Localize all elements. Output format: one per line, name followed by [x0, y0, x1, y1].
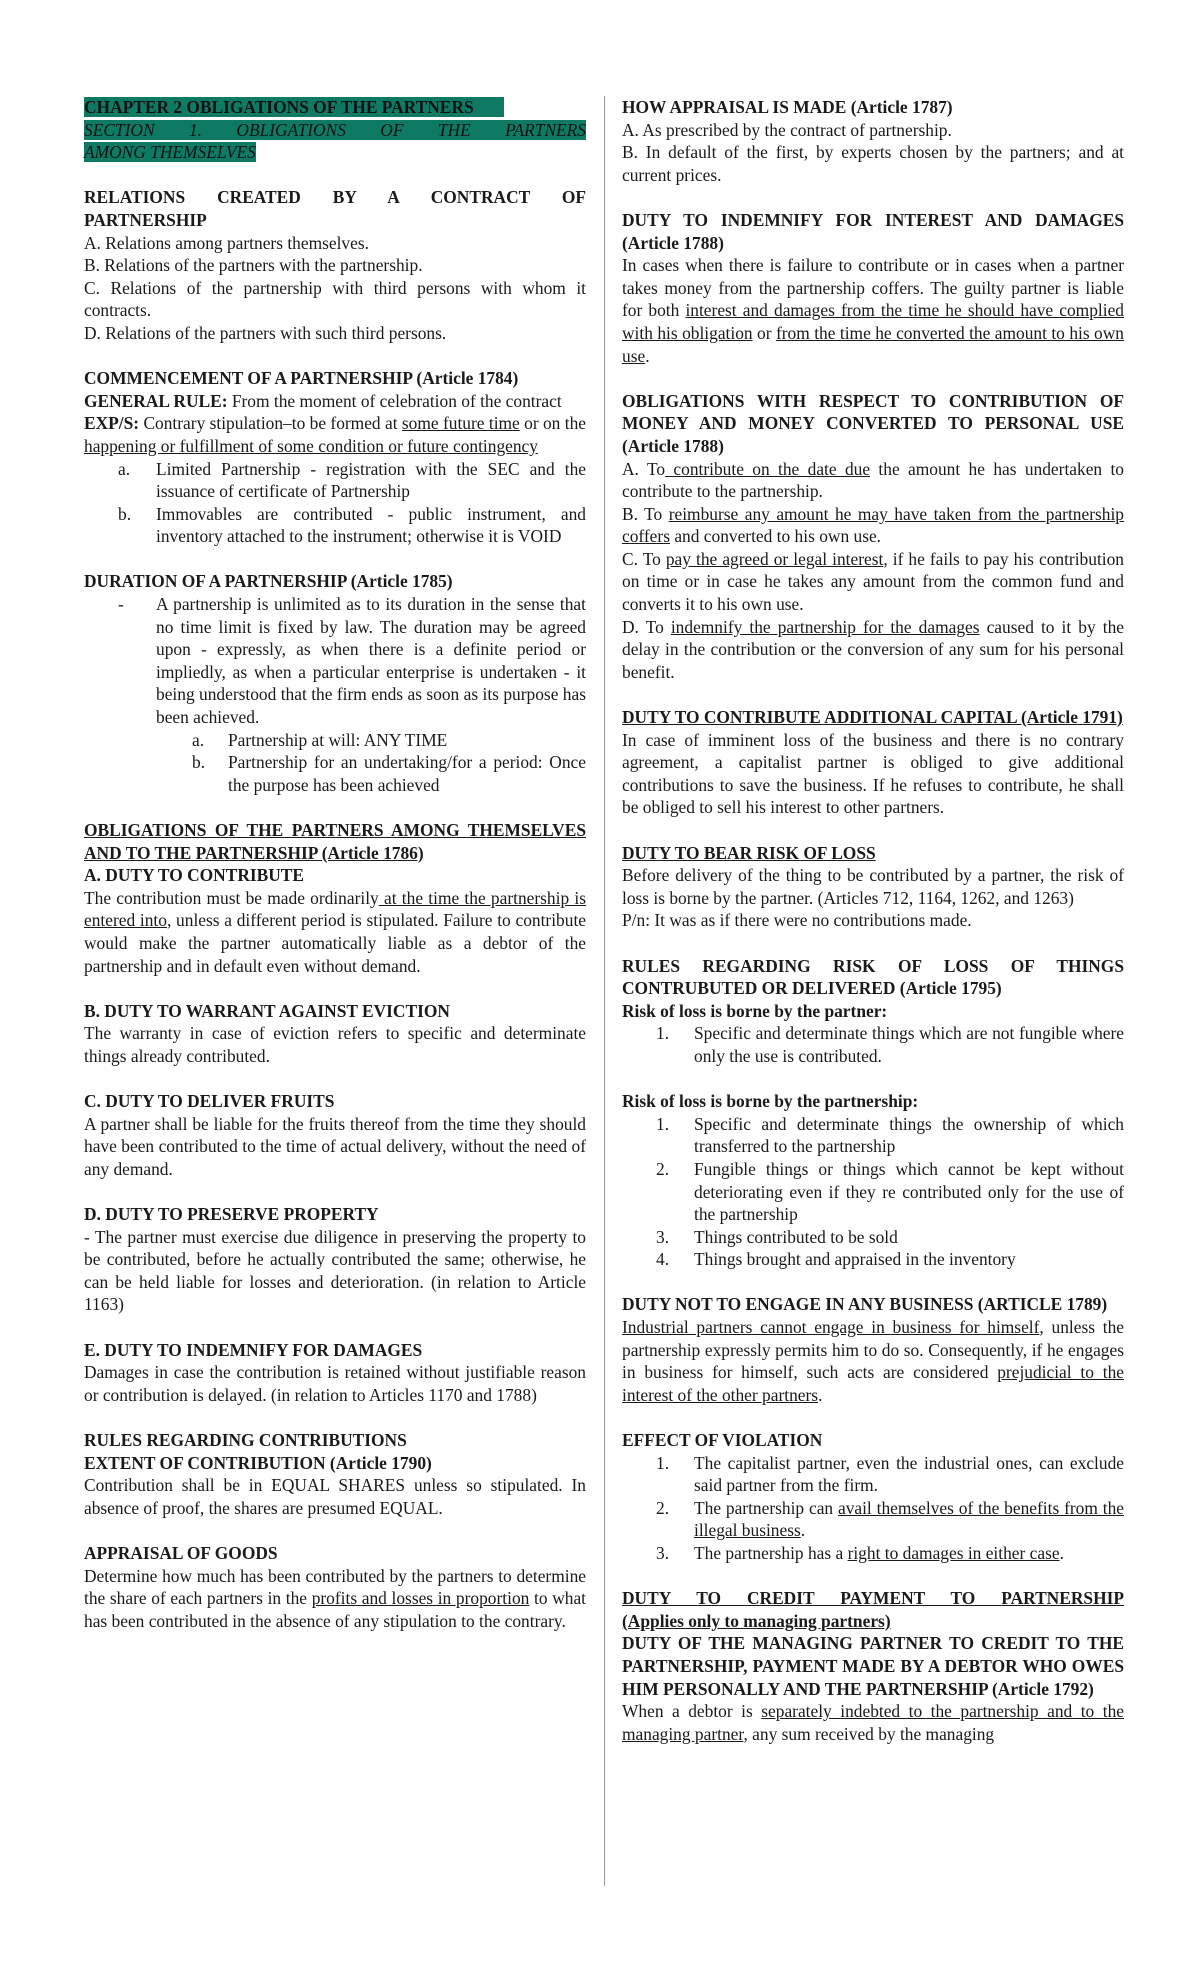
indemnify-interest-text: In cases when there is failure to contribute or in cases when a partner takes money from the partnership coffers. The guilty partner is liable for both interest and damages from the time he should have complied with his obligation or from the time he converted the amount to his own use.	[622, 255, 1124, 366]
risk-of-loss-note: P/n: It was as if there were no contributions made.	[622, 910, 972, 931]
risk-partnership-item-3: 3. Things contributed to be sold	[656, 1226, 898, 1247]
duty-indemnify-heading: E. DUTY TO INDEMNIFY FOR DAMAGES	[84, 1339, 423, 1360]
commencement-item-a: a. Limited Partnership - registration with the SEC and the issuance of certificate of Partnership	[118, 458, 586, 502]
obligations-heading: OBLIGATIONS OF THE PARTNERS AMONG THEMSELVES AND TO THE PARTNERSHIP (Article 1786)	[84, 820, 586, 863]
duration-text: - A partnership is unlimited as to its duration in the sense that no time limit is fixed by law. The duration may be agreed upon - expressly, as when there is a definite period or impliedly, as when a particular enterprise is undertaken - it being understood that the firm ends as soon as its purpose has been achieved.	[118, 594, 586, 728]
risk-partner-heading: Risk of loss is borne by the partner:	[622, 1000, 888, 1021]
effect-item-3: 3. The partnership has a right to damages in either case.	[656, 1543, 1064, 1563]
chapter-title: CHAPTER 2 OBLIGATIONS OF THE PARTNERS	[84, 96, 586, 119]
relations-heading: RELATIONS CREATED BY A CONTRACT OF	[84, 187, 586, 208]
relations-item-c: C. Relations of the partnership with third persons with whom it contracts.	[84, 277, 586, 321]
duty-fruits-text: A partner shall be liable for the fruits thereof from the time they should have been contributed to the time of actual delivery, without the need of any demand.	[84, 1113, 586, 1179]
effect-item-2: 2. The partnership can avail themselves of the benefits from the illegal business.	[656, 1497, 1124, 1541]
duration-heading: DURATION OF A PARTNERSHIP (Article 1785)	[84, 571, 453, 592]
relations-item-d: D. Relations of the partners with such third persons.	[84, 322, 447, 343]
risk-partnership-heading: Risk of loss is borne by the partnership:	[622, 1091, 919, 1112]
engage-business-heading: DUTY NOT TO ENGAGE IN ANY BUSINESS (ARTICLE 1789)	[622, 1294, 1108, 1315]
risk-partnership-item-1: 1. Specific and determinate things the ownership of which transferred to the partnership	[656, 1113, 1124, 1157]
right-column	[622, 96, 1124, 1745]
money-item-d: D. To indemnify the partnership for the damages caused to it by the delay in the contribution or the conversion of any sum for his personal benefit.	[622, 616, 1124, 682]
additional-capital-heading: DUTY TO CONTRIBUTE ADDITIONAL CAPITAL (Article 1791)	[622, 707, 1123, 728]
credit-payment-heading: DUTY TO CREDIT PAYMENT TO PARTNERSHIP	[622, 1588, 1124, 1609]
effect-item-1: 1. The capitalist partner, even the industrial ones, can exclude said partner from the firm.	[656, 1452, 1124, 1496]
duty-eviction-heading: B. DUTY TO WARRANT AGAINST EVICTION	[84, 1000, 450, 1021]
duty-indemnify-text: Damages in case the contribution is retained without justifiable reason or contribution is delayed. (in relation to Articles 1170 and 1788)	[84, 1362, 586, 1405]
duration-sub-b: b. Partnership for an undertaking/for a period: Once the purpose has been achieved	[192, 752, 586, 795]
duty-fruits-heading: C. DUTY TO DELIVER FRUITS	[84, 1091, 335, 1112]
section-title-line-1: SECTION 1. OBLIGATIONS OF THE PARTNERS	[84, 119, 586, 140]
money-item-c: C. To pay the agreed or legal interest, if he fails to pay his contribution on time or in case he takes any amount from the common fund and converts it to his own use.	[622, 548, 1125, 615]
extent-heading: EXTENT OF CONTRIBUTION (Article 1790)	[84, 1452, 432, 1473]
relations-item-b: B. Relations of the partners with the partnership.	[84, 255, 423, 276]
column-divider	[604, 96, 605, 1886]
appraisal-text: Determine how much has been contributed by the partners to determine the share of each partners in the profits and losses in proportion to what has been contributed in the absence of any stipulation to the contrary.	[84, 1565, 586, 1631]
credit-managing-text: When a debtor is separately indebted to the partnership and to the managing partner, any sum received by the managing	[622, 1701, 1124, 1744]
duty-contribute-text: The contribution must be made ordinarily at the time the partnership is entered into, unless a different period is stipulated. Failure to contribute would make the partner automatically liable as a debtor of the partnership and in default even without demand.	[84, 887, 586, 976]
commencement-item-b: b. Immovables are contributed - public instrument, and inventory attached to the instrument; otherwise it is VOID	[118, 503, 586, 547]
exceptions: EXP/S: Contrary stipulation–to be formed at some future time or on the happening or fulfillment of some condition or future contingency	[84, 413, 586, 456]
duty-preserve-text: - The partner must exercise due diligence in preserving the property to be contributed, before he actually contributed the same; otherwise, he can be held liable for losses and deterioration. (in relation to Article 1163)	[84, 1226, 586, 1315]
relations-heading-2: PARTNERSHIP	[84, 209, 207, 230]
how-appraisal-a: A. As prescribed by the contract of partnership.	[622, 119, 952, 140]
risk-partner-item-1: 1. Specific and determinate things which are not fungible where only the use is contributed.	[656, 1023, 1124, 1066]
general-rule: GENERAL RULE: From the moment of celebration of the contract	[84, 390, 562, 411]
credit-payment-subheading: (Applies only to managing partners)	[622, 1610, 891, 1631]
effect-violation-heading: EFFECT OF VIOLATION	[622, 1430, 823, 1451]
rules-contributions-heading: RULES REGARDING CONTRIBUTIONS	[84, 1430, 407, 1451]
duty-contribute-heading: A. DUTY TO CONTRIBUTE	[84, 865, 305, 886]
relations-item-a: A. Relations among partners themselves.	[84, 232, 369, 253]
extent-text: Contribution shall be in EQUAL SHARES unless so stipulated. In absence of proof, the shares are presumed EQUAL.	[84, 1475, 586, 1518]
risk-of-loss-text: Before delivery of the thing to be contributed by a partner, the risk of loss is borne by the partner. (Articles 712, 1164, 1262, and 1263)	[622, 865, 1124, 908]
money-obligations-heading: OBLIGATIONS WITH RESPECT TO CONTRIBUTION OF MONEY AND MONEY CONVERTED TO PERSONAL USE (Article 1788)	[622, 390, 1124, 456]
risk-partnership-item-2: 2. Fungible things or things which cannot be kept without deteriorating even if they re contributed only for the use of the partnership	[656, 1158, 1124, 1225]
how-appraisal-heading: HOW APPRAISAL IS MADE (Article 1787)	[622, 97, 953, 117]
engage-business-text: Industrial partners cannot engage in business for himself, unless the partnership expressly permits him to do so. Consequently, if he engages in business for himself, such acts are considered prejudicial to the interest of the other partners.	[622, 1317, 1124, 1405]
rules-risk-heading: RULES REGARDING RISK OF LOSS OF THINGS CONTRUBUTED OR DELIVERED (Article 1795)	[622, 955, 1124, 999]
commencement-heading: COMMENCEMENT OF A PARTNERSHIP (Article 1784)	[84, 368, 519, 389]
indemnify-interest-heading: DUTY TO INDEMNIFY FOR INTEREST AND DAMAGES (Article 1788)	[622, 209, 1124, 253]
duration-sub-a: a. Partnership at will: ANY TIME	[192, 729, 448, 750]
how-appraisal-b: B. In default of the first, by experts chosen by the partners; and at current prices.	[622, 142, 1124, 185]
appraisal-heading: APPRAISAL OF GOODS	[84, 1543, 278, 1563]
credit-managing-heading: DUTY OF THE MANAGING PARTNER TO CREDIT TO THE PARTNERSHIP, PAYMENT MADE BY A DEBTOR WHO OWES HIM PERSONALLY AND THE PARTNERSHIP (Article 1792)	[622, 1633, 1124, 1699]
duty-eviction-text: The warranty in case of eviction refers to specific and determinate things already contributed.	[84, 1023, 586, 1066]
section-title-line-2: AMONG THEMSELVES	[84, 142, 256, 163]
risk-partnership-item-4: 4. Things brought and appraised in the inventory	[656, 1249, 1016, 1270]
risk-of-loss-heading: DUTY TO BEAR RISK OF LOSS	[622, 842, 876, 863]
duty-preserve-heading: D. DUTY TO PRESERVE PROPERTY	[84, 1204, 379, 1225]
left-column	[84, 96, 586, 1632]
money-item-b: B. To reimburse any amount he may have taken from the partnership coffers and converted to his own use.	[622, 503, 1124, 547]
money-item-a: A. To contribute on the date due the amount he has undertaken to contribute to the partnership.	[622, 458, 1124, 502]
additional-capital-text: In case of imminent loss of the business and there is no contrary agreement, a capitalist partner is obliged to give additional contributions to save the business. If he refuses to contribute, he shall be obliged to sell his interest to other partners.	[622, 729, 1124, 818]
